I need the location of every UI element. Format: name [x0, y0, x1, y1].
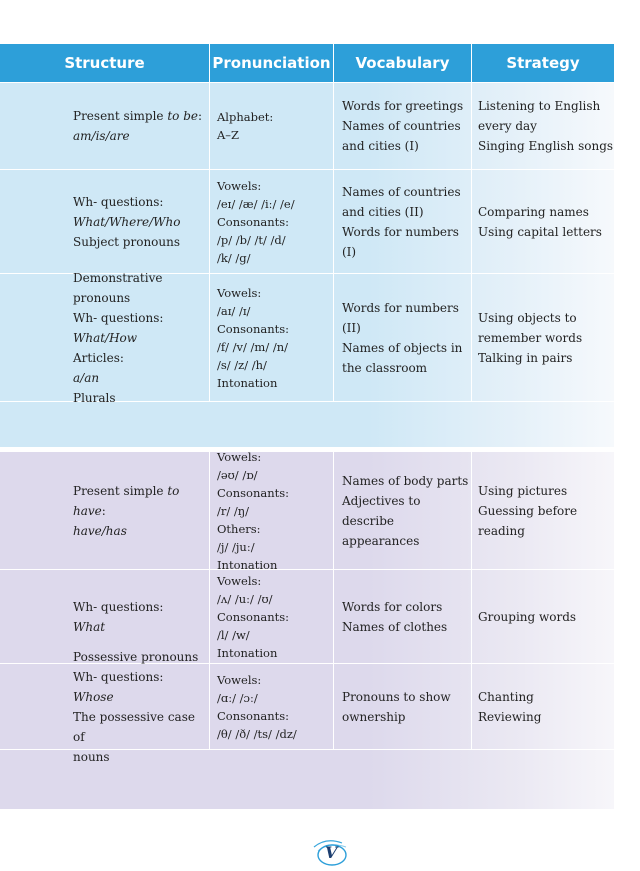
- cell-line: Listening to English: [478, 99, 601, 113]
- cell-line: [73, 192, 209, 212]
- text-segment: Articles:: [73, 350, 124, 365]
- cell-line: /f/ /v/ /m/ /n/: [217, 339, 289, 354]
- cell-line: Words for greetings: [342, 99, 464, 113]
- vocabulary-cell: [334, 664, 472, 749]
- cell-line: [73, 328, 209, 348]
- cell-line: and cities (I): [342, 139, 419, 153]
- page-number-badge: [312, 837, 350, 867]
- cell-line: Consonants:: [217, 214, 290, 229]
- cell-line: [73, 707, 209, 747]
- cell-line: [73, 212, 209, 232]
- cell-line: Adjectives to describe: [342, 493, 421, 528]
- cell-line: [73, 232, 209, 252]
- cell-line: and cities (II): [342, 204, 424, 219]
- strategy-cell: [472, 452, 614, 569]
- text-segment: have/has: [73, 523, 127, 538]
- table-row: [0, 82, 614, 169]
- strategy-cell: [472, 83, 614, 169]
- band-spacer: [0, 401, 614, 447]
- cell-line: [73, 348, 209, 368]
- cell-line: [73, 481, 209, 521]
- cell-line: Vowels:: [217, 285, 262, 300]
- pronunciation-cell: [210, 170, 334, 273]
- text-segment: The possessive case of: [73, 709, 195, 744]
- vocabulary-cell: [334, 570, 472, 663]
- table-row: [0, 270, 614, 405]
- cell-line: Using pictures: [478, 483, 568, 498]
- cell-line: /l/ /w/: [217, 627, 250, 642]
- text-segment: Plurals: [73, 390, 116, 405]
- cell-line: Intonation: [217, 375, 278, 390]
- text-segment: Wh- questions:: [73, 669, 164, 684]
- cell-line: /eɪ/ /æ/ /iː/ /e/: [217, 196, 295, 211]
- cell-line: Using capital letters: [478, 224, 602, 239]
- vocabulary-cell: [334, 170, 472, 273]
- cell-line: Consonants:: [217, 609, 290, 624]
- cell-line: Chanting: [478, 689, 534, 704]
- cell-line: Comparing names: [478, 204, 589, 219]
- strategy-cell: [472, 664, 614, 749]
- cell-line: A–Z: [217, 128, 240, 142]
- text-segment: to have: [73, 483, 180, 518]
- vocabulary-cell: [334, 452, 472, 569]
- text-segment: Wh- questions:: [73, 599, 164, 614]
- cell-line: Pronouns to show: [342, 689, 451, 704]
- text-segment: Wh- questions:: [73, 310, 164, 325]
- cell-line: [73, 617, 209, 637]
- cell-line: every day: [478, 119, 537, 133]
- text-segment: Demonstrative pronouns: [73, 270, 163, 305]
- cell-line: Vowels:: [217, 178, 262, 193]
- cell-line: Intonation: [217, 645, 278, 660]
- text-segment: What/How: [73, 330, 138, 345]
- text-segment: :: [101, 503, 106, 518]
- text-segment: Whose: [73, 689, 114, 704]
- cell-line: [73, 597, 209, 617]
- cell-line: Singing English songs: [478, 139, 614, 153]
- cell-line: [73, 647, 209, 667]
- cell-line: Vowels:: [217, 573, 262, 588]
- text-segment: Present simple: [73, 483, 168, 498]
- table-row: [0, 449, 614, 572]
- cell-line: /k/ /g/: [217, 250, 251, 265]
- cell-line: Words for numbers (I): [342, 224, 459, 259]
- cell-line: the classroom: [342, 360, 428, 375]
- pronunciation-cell: [210, 570, 334, 663]
- cell-line: remember words: [478, 330, 583, 345]
- cell-line: Others:: [217, 521, 261, 536]
- pronunciation-cell: [210, 664, 334, 749]
- cell-line: Names of countries: [342, 184, 461, 199]
- cell-line: [73, 667, 209, 687]
- structure-cell: [0, 452, 210, 569]
- text-segment: :: [198, 109, 203, 123]
- header-pronunciation: Pronunciation: [210, 44, 334, 82]
- syllabus-table: [0, 44, 614, 809]
- structure-cell: [0, 83, 210, 169]
- cell-line: Words for colors: [342, 599, 443, 614]
- text-segment: Subject pronouns: [73, 234, 181, 249]
- cell-line: /r/ /ŋ/: [217, 503, 250, 518]
- vocabulary-cell: [334, 274, 472, 401]
- text-segment: What/Where/Who: [73, 214, 181, 229]
- table-header: [0, 44, 614, 82]
- cell-line: Talking in pairs: [478, 350, 573, 365]
- cell-line: Vowels:: [217, 449, 262, 464]
- cell-line: Intonation: [217, 557, 278, 572]
- header-strategy: Strategy: [506, 54, 580, 72]
- cell-line: Grouping words: [478, 609, 577, 624]
- cell-line: ownership: [342, 709, 406, 724]
- structure-cell: [0, 649, 210, 764]
- cell-line: [73, 388, 209, 408]
- cell-line: Consonants:: [217, 485, 290, 500]
- cell-line: appearances: [342, 533, 420, 548]
- cell-line: /ʌ/ /uː/ /ʊ/: [217, 591, 273, 606]
- strategy-cell: [472, 274, 614, 401]
- table-row: [0, 169, 614, 273]
- cell-line: Names of objects in: [342, 340, 463, 355]
- strategy-cell: [472, 170, 614, 273]
- cell-line: [73, 106, 209, 126]
- cell-line: [73, 268, 209, 308]
- text-segment: to be: [167, 109, 199, 123]
- text-segment: Wh- questions:: [73, 194, 164, 209]
- cell-line: /p/ /b/ /t/ /d/: [217, 232, 286, 247]
- vocabulary-cell: [334, 83, 472, 169]
- cell-line: /əʊ/ /ɒ/: [217, 467, 258, 482]
- cell-line: [73, 126, 209, 146]
- header-vocabulary: Vocabulary: [334, 44, 472, 82]
- cell-line: Guessing before reading: [478, 503, 578, 538]
- cell-line: [73, 687, 209, 707]
- structure-cell: [0, 270, 210, 405]
- text-segment: a/an: [73, 370, 100, 385]
- cell-line: /ɑː/ /ɔː/: [217, 690, 258, 705]
- cell-line: [73, 521, 209, 541]
- pronunciation-cell: [210, 274, 334, 401]
- cell-line: /j/ /juː/: [217, 539, 255, 554]
- structure-cell: [0, 170, 210, 273]
- cell-line: /aɪ/ /ɪ/: [217, 303, 251, 318]
- text-segment: What: [73, 619, 106, 634]
- cell-line: Consonants:: [217, 321, 290, 336]
- text-segment: Present simple: [73, 109, 168, 123]
- cell-line: Alphabet:: [217, 110, 274, 124]
- text-segment: nouns: [73, 749, 110, 764]
- cell-line: Consonants:: [217, 708, 290, 723]
- text-segment: Possessive pronouns: [73, 649, 199, 664]
- text-segment: am/is/are: [73, 129, 130, 143]
- cell-line: /s/ /z/ /h/: [217, 357, 267, 372]
- cell-line: Names of countries: [342, 119, 461, 133]
- header-structure: Structure: [0, 44, 210, 82]
- strategy-cell: [472, 570, 614, 663]
- cell-line: Reviewing: [478, 709, 542, 724]
- cell-line: Vowels:: [217, 672, 262, 687]
- page-number: V: [325, 843, 338, 862]
- pronunciation-cell: [210, 83, 334, 169]
- cell-line: Words for numbers (II): [342, 300, 459, 335]
- cell-line: [73, 747, 209, 767]
- cell-line: Using objects to: [478, 310, 577, 325]
- cell-line: [73, 308, 209, 328]
- cell-line: Names of body parts: [342, 473, 469, 488]
- cell-line: [73, 368, 209, 388]
- pronunciation-cell: [210, 449, 334, 572]
- cell-line: /θ/ /ð/ /ts/ /dz/: [217, 726, 297, 741]
- cell-line: Names of clothes: [342, 619, 448, 634]
